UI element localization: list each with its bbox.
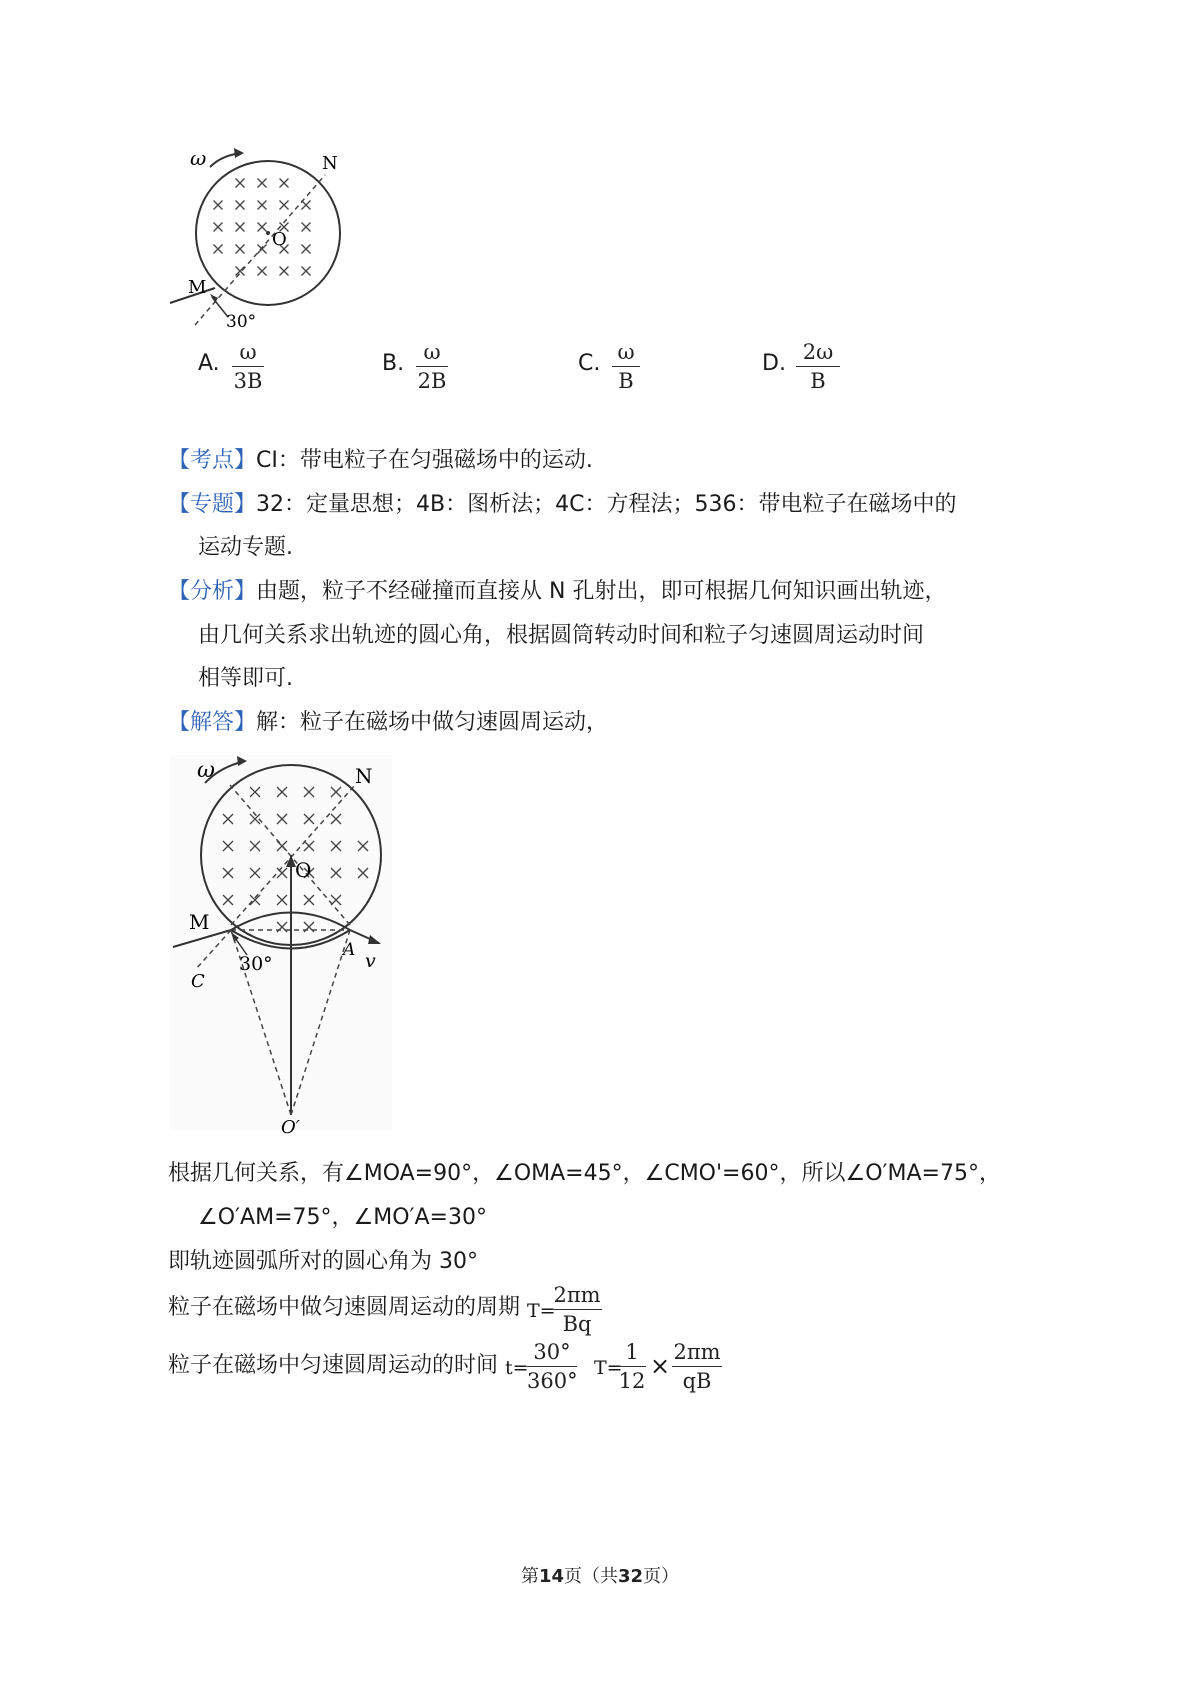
time-text: 粒子在磁场中匀速圆周运动的时间 bbox=[168, 1353, 499, 1378]
label-O: O bbox=[272, 229, 287, 250]
option-c-label: C. bbox=[578, 351, 601, 376]
total-pages: 32 bbox=[618, 1566, 644, 1587]
option-b-label: B. bbox=[382, 351, 405, 376]
zhuanti-line-2: 运动专题. bbox=[198, 535, 293, 560]
label-O-2: O bbox=[295, 858, 312, 882]
current-page: 14 bbox=[538, 1566, 564, 1587]
magnetic-field-markers bbox=[214, 179, 311, 276]
time-fraction-1: 30° 360° bbox=[527, 1340, 578, 1393]
kaodian-text: CI：带电粒子在匀强磁场中的运动. bbox=[256, 448, 593, 473]
jieda-tag: 【解答】 bbox=[168, 710, 257, 735]
jieda-line bbox=[168, 707, 608, 739]
fenxi-line-2: 由几何关系求出轨迹的圆心角，根据圆筒转动时间和粒子匀速圆周运动时间 bbox=[198, 623, 925, 648]
option-a-fraction: ω 3B bbox=[233, 340, 263, 393]
jieda-text: 解：粒子在磁场中做匀速圆周运动， bbox=[256, 710, 609, 735]
fenxi-tag: 【分析】 bbox=[168, 579, 257, 604]
page-footer: 第14页（共32页） bbox=[520, 1566, 680, 1587]
time-fraction-3: 2πm qB bbox=[673, 1340, 721, 1393]
geometry-line-2: ∠O′AM=75°，∠MO′A=30° bbox=[198, 1205, 487, 1230]
time-lhs: t= bbox=[505, 1357, 529, 1379]
period-text: 粒子在磁场中做匀速圆周运动的周期 bbox=[168, 1295, 521, 1320]
label-M: M bbox=[188, 277, 207, 298]
label-v: v bbox=[365, 950, 376, 972]
omega-label: ω bbox=[190, 146, 207, 170]
period-lhs: T= bbox=[527, 1300, 556, 1322]
kaodian-tag: 【考点】 bbox=[168, 448, 257, 473]
time-mid: T= bbox=[594, 1357, 623, 1379]
option-c-fraction: ω B bbox=[612, 340, 640, 393]
time-fraction-2: 1 12 bbox=[618, 1340, 646, 1393]
label-angle: 30° bbox=[226, 312, 257, 332]
zhuanti-line-1 bbox=[168, 489, 956, 521]
fenxi-text-1: 由题，粒子不经碰撞而直接从 N 孔射出，即可根据几何知识画出轨迹， bbox=[256, 579, 947, 604]
option-d-fraction: 2ω B bbox=[796, 340, 840, 393]
fenxi-line-3: 相等即可. bbox=[198, 666, 293, 691]
geometry-line-1: 根据几何关系，有∠MOA=90°，∠OMA=45°，∠CMO'=60°，所以∠O′MA=75°， bbox=[168, 1161, 1001, 1186]
zhuanti-text-1: 32：定量思想；4B：图析法；4C：方程法；536：带电粒子在磁场中的 bbox=[256, 492, 957, 517]
label-A: A bbox=[343, 940, 356, 960]
geometry-line-3: 即轨迹圆弧所对的圆心角为 30° bbox=[168, 1249, 478, 1274]
label-N: N bbox=[322, 153, 338, 174]
label-M-2: M bbox=[189, 910, 210, 934]
figure-trajectory-solution bbox=[165, 755, 395, 1135]
label-C: C bbox=[191, 971, 205, 992]
figure-rotating-cylinder bbox=[160, 145, 360, 340]
time-times: × bbox=[650, 1352, 671, 1380]
period-fraction: 2πm Bq bbox=[553, 1283, 601, 1336]
option-b-fraction: ω 2B bbox=[417, 340, 447, 393]
label-Oprime: O′ bbox=[281, 1117, 300, 1135]
label-N-2: N bbox=[355, 764, 373, 788]
omega-label-2: ω bbox=[197, 758, 215, 783]
zhuanti-tag: 【专题】 bbox=[168, 492, 257, 517]
option-d-label: D. bbox=[762, 351, 786, 376]
kaodian-line bbox=[168, 445, 593, 477]
label-angle-2: 30° bbox=[239, 953, 273, 975]
option-a-label: A. bbox=[198, 351, 220, 376]
fenxi-line-1 bbox=[168, 576, 946, 608]
